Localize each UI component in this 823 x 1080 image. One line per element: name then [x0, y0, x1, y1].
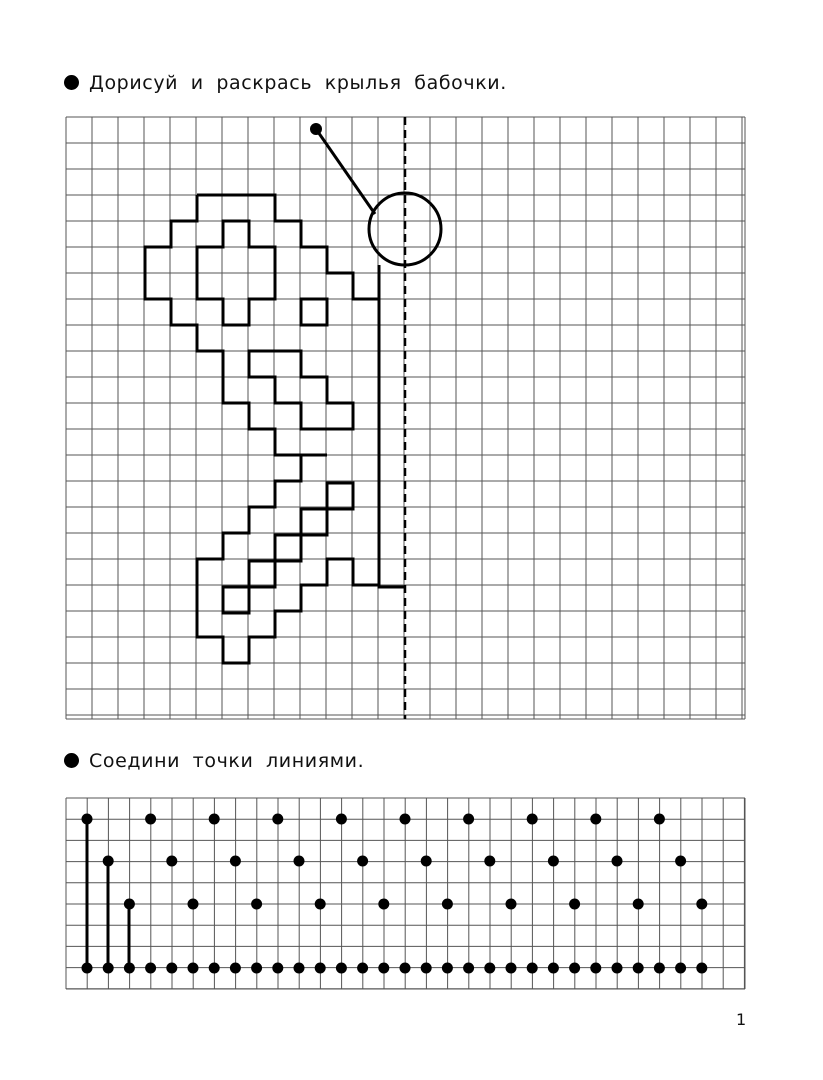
bottom-dot[interactable]	[82, 963, 93, 974]
bottom-dot[interactable]	[633, 963, 644, 974]
middle-dot[interactable]	[612, 856, 623, 867]
bottom-dot[interactable]	[506, 963, 517, 974]
bottom-dot[interactable]	[103, 963, 114, 974]
top-dot[interactable]	[336, 814, 347, 825]
wing-lower-stripe[interactable]	[223, 483, 353, 613]
bottom-dot[interactable]	[124, 963, 135, 974]
top-dot[interactable]	[654, 814, 665, 825]
bottom-dot[interactable]	[294, 963, 305, 974]
bottom-dot[interactable]	[569, 963, 580, 974]
wing-spot[interactable]	[301, 299, 327, 325]
lower-dot[interactable]	[569, 899, 580, 910]
bottom-dot[interactable]	[166, 963, 177, 974]
bottom-dot[interactable]	[548, 963, 559, 974]
top-dot[interactable]	[527, 814, 538, 825]
middle-dot[interactable]	[357, 856, 368, 867]
bottom-dot[interactable]	[612, 963, 623, 974]
page-number: 1	[736, 1010, 747, 1029]
lower-dot[interactable]	[378, 899, 389, 910]
bottom-dot[interactable]	[527, 963, 538, 974]
bottom-dot[interactable]	[188, 963, 199, 974]
middle-dot[interactable]	[230, 856, 241, 867]
top-dot[interactable]	[82, 814, 93, 825]
top-dot[interactable]	[209, 814, 220, 825]
top-dot[interactable]	[145, 814, 156, 825]
lower-dot[interactable]	[696, 899, 707, 910]
middle-dot[interactable]	[675, 856, 686, 867]
bottom-dot[interactable]	[378, 963, 389, 974]
bottom-dot[interactable]	[400, 963, 411, 974]
lower-dot[interactable]	[442, 899, 453, 910]
task2-instruction-text: Соедини точки линиями.	[89, 750, 365, 772]
middle-dot[interactable]	[548, 856, 559, 867]
bottom-dot[interactable]	[336, 963, 347, 974]
bottom-dot[interactable]	[696, 963, 707, 974]
task1-instruction-text: Дорисуй и раскрась крылья бабочки.	[89, 72, 507, 94]
bottom-dot[interactable]	[463, 963, 474, 974]
middle-dot[interactable]	[484, 856, 495, 867]
bottom-dot[interactable]	[315, 963, 326, 974]
top-dot[interactable]	[590, 814, 601, 825]
dots-grid	[66, 798, 745, 989]
wing-upper-stripe[interactable]	[249, 351, 353, 429]
bottom-dot[interactable]	[209, 963, 220, 974]
lower-dot[interactable]	[188, 899, 199, 910]
antenna-tip-dot	[310, 123, 322, 135]
bottom-dot[interactable]	[251, 963, 262, 974]
lower-dot[interactable]	[315, 899, 326, 910]
butterfly-antenna	[316, 129, 375, 214]
middle-dot[interactable]	[421, 856, 432, 867]
bottom-dot[interactable]	[272, 963, 283, 974]
bottom-dot[interactable]	[230, 963, 241, 974]
bottom-dot[interactable]	[145, 963, 156, 974]
middle-dot[interactable]	[103, 856, 114, 867]
lower-dot[interactable]	[124, 899, 135, 910]
bottom-dot[interactable]	[654, 963, 665, 974]
lower-dot[interactable]	[506, 899, 517, 910]
bottom-dot[interactable]	[442, 963, 453, 974]
bottom-dot[interactable]	[675, 963, 686, 974]
top-dot[interactable]	[400, 814, 411, 825]
middle-dot[interactable]	[294, 856, 305, 867]
top-dot[interactable]	[272, 814, 283, 825]
top-dot[interactable]	[463, 814, 474, 825]
lower-dot[interactable]	[251, 899, 262, 910]
bottom-dot[interactable]	[357, 963, 368, 974]
middle-dot[interactable]	[166, 856, 177, 867]
bottom-dot[interactable]	[421, 963, 432, 974]
lower-dot[interactable]	[633, 899, 644, 910]
connect-dots[interactable]	[82, 814, 708, 974]
bottom-dot[interactable]	[590, 963, 601, 974]
bottom-dot[interactable]	[484, 963, 495, 974]
